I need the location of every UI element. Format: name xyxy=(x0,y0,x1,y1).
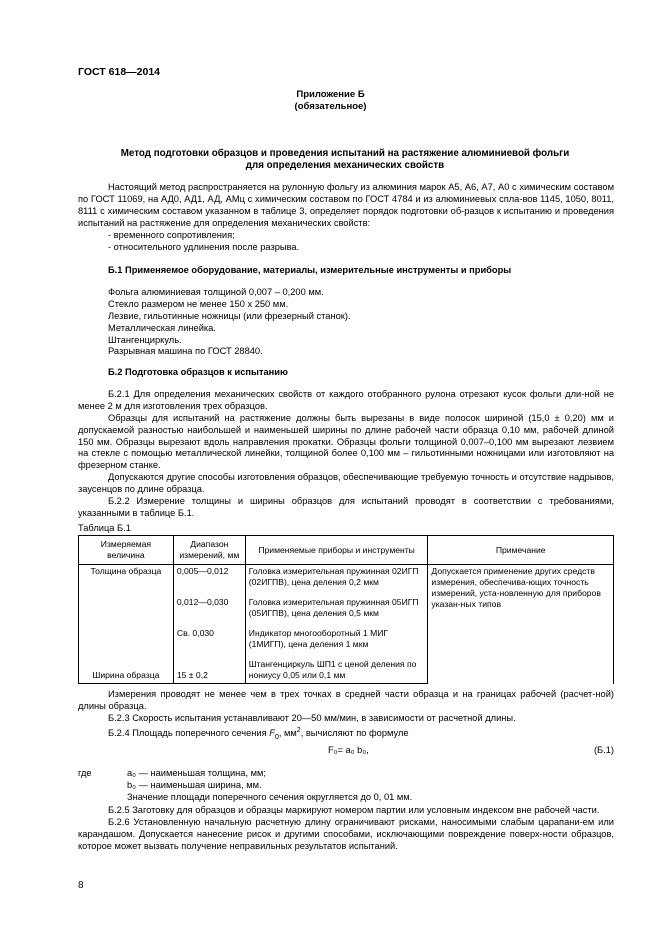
method-title-line1: Метод подготовки образцов и проведения испытаний на растяжение алюминиевой фольги xyxy=(120,148,570,159)
clause-b2-5: Б.2.5 Заготовку для образцов и образцы маркируют номером партии или условным индексом вне рабочей части. xyxy=(108,805,600,815)
clause-b2-2: Б.2.2 Измерение толщины и ширины образцов для испытаний проводят в соответствии с требованиями, указанными в таблице Б.1. xyxy=(78,496,614,518)
equipment-item: Разрывная машина по ГОСТ 28840. xyxy=(108,346,263,357)
table-cell-note: Допускается применение других средств измерения, обеспечива-ющих точность измерений, уста-новленную для приборов указан-ных типов xyxy=(428,565,614,684)
table-cell-quantity xyxy=(79,589,174,620)
area-formula: F₀= a₀ b₀, xyxy=(328,745,369,755)
method-title-line2: для определения механических свойств xyxy=(245,160,445,171)
area-unit: , мм xyxy=(278,727,297,738)
area-unit-exponent: 2 xyxy=(296,726,301,734)
clause-b2-1-specimens: Образцы для испытаний на растяжение должны быть вырезаны в виде полосок шириной (15,0 ± 0,20) мм и допускаемой разностью наибольшей и наименьшей ширины по длине рабочей части образца 0,10 мм, рабочей длиной 150 мм. Образцы вырезают вдоль направления прокатки. Образцы фольги толщиной 0,007–0,100 мм вырезают лезвием на стекле с помощью металлической линейки, толщиной более 0,100 мм – гильотинными ножницами или изготовляют на фрезерном станке. xyxy=(78,412,614,471)
clause-b2-1: Б.2.1 Для определения механических свойств от каждого отобранного рулона отрезают кусок фольги дли-ной не менее 2 м для изготовления трех образцов. xyxy=(78,388,614,411)
intro-item-1: - временного сопротивления; xyxy=(108,229,235,240)
table-cell-range: 15 ± 0,2 xyxy=(173,651,245,684)
table-cell-instrument: Индикатор многооборотный 1 МИГ (1МИГП), цена деления 1 мкм xyxy=(245,620,428,651)
table-b1 xyxy=(78,535,614,684)
formula-legend xyxy=(78,768,614,804)
intro-paragraph: Настоящий метод распространяется на рулонную фольгу из алюминия марок А5, А6, А7, А0 с химическим составом по ГОСТ 11069, на АД0, АД1, АД, АМц с химическим составом по ГОСТ 4784 и из алюминиевых спла-вов 1145, 1050, 8011, 8111 с химическим составом указанном в таблице 3, определяет порядок подготовки об-разцов к испытанию и проведения испытаний на растяжение для определения механических свойств: xyxy=(78,182,614,228)
table-header-cell: Примечание xyxy=(428,536,614,565)
clause-b2-4 xyxy=(78,725,614,744)
equipment-item: Стекло размером не менее 150 х 250 мм. xyxy=(108,298,289,309)
table-cell-range: Св. 0,030 xyxy=(173,620,245,651)
area-variable-subscript: 0 xyxy=(274,733,279,741)
table-cell-quantity: Толщина образца xyxy=(79,565,174,590)
clause-b2-4-prefix: Б.2.4 Площадь поперечного сечения xyxy=(108,727,270,738)
table-header-cell: Диапазон измерений, мм xyxy=(173,536,245,565)
equipment-item: Лезвие, гильотинные ножницы (или фрезерный станок). xyxy=(108,310,351,321)
legend-label: где xyxy=(78,768,92,778)
final-block xyxy=(78,805,614,853)
appendix-title: Приложение Б xyxy=(296,89,365,100)
table-header-row xyxy=(79,536,614,565)
page-number: 8 xyxy=(78,880,84,891)
equipment-item: Фольга алюминиевая толщиной 0,007 – 0,200 мм. xyxy=(108,286,324,297)
clause-b2-6: Б.2.6 Установленную начальную расчетную длину ограничивают рисками, наносимыми слабым царапани-ем или карандашом. Допускается нанесение рисок и другими способами, исключающими повреждение поверх-ности образцов, которое может вызвать получение неправильных результатов испытаний. xyxy=(78,816,614,851)
after-table-block xyxy=(78,689,614,744)
equipment-item: Металлическая линейка. xyxy=(108,322,216,333)
appendix-heading xyxy=(0,89,661,113)
legend-item: Значение площади поперечного сечения округляется до 0, 01 мм. xyxy=(127,791,413,802)
section-b2 xyxy=(78,367,614,520)
table-caption: Таблица Б.1 xyxy=(78,523,131,533)
table-header-cell: Применяемые приборы и инструменты xyxy=(245,536,428,565)
intro-block xyxy=(78,182,614,253)
section-b1-title: Б.1 Применяемое оборудование, материалы, измерительные инструменты и приборы xyxy=(108,265,512,275)
table-cell-quantity: Ширина образца xyxy=(79,651,174,684)
method-title xyxy=(80,148,610,172)
formula-number: (Б.1) xyxy=(593,745,614,755)
intro-item-2: - относительного удлинения после разрыва. xyxy=(108,241,300,252)
table-cell-instrument: Головка измерительная пружинная 02ИГП (02ИГПВ), цена деления 0,2 мкм xyxy=(245,565,428,590)
appendix-status: (обязательное) xyxy=(294,101,367,112)
equipment-item: Штангенциркуль. xyxy=(108,334,182,345)
standard-header: ГОСТ 618—2014 xyxy=(78,66,161,78)
clause-b2-1-methods: Допускаются другие способы изготовления образцов, обеспечивающие требуемую точность и отсутствие надрывов, заусенцов по длине образца. xyxy=(78,472,614,495)
table-cell-instrument: Штангенциркуль ШП1 с ценой деления по нониусу 0,05 или 0,1 мм xyxy=(245,651,428,684)
clause-b2-3: Б.2.3 Скорость испытания устанавливают 20—50 мм/мин, в зависимости от расчетной длины. xyxy=(108,712,516,723)
legend-item: a₀ — наименьшая толщина, мм; xyxy=(127,768,266,778)
table-cell-quantity xyxy=(79,620,174,651)
table-cell-range: 0,005—0,012 xyxy=(173,565,245,590)
legend-item: b₀ — наименьшая ширина, мм. xyxy=(127,779,262,790)
section-b1 xyxy=(78,265,614,358)
clause-b2-4-suffix: , вычисляют по формуле xyxy=(300,727,409,738)
table-row xyxy=(79,565,614,590)
measurement-paragraph: Измерения проводят не менее чем в трех точках в средней части образца и на границах рабочей (расчет-ной) длины образца. xyxy=(78,689,614,711)
table-header-cell: Измеряемая величина xyxy=(79,536,174,565)
formula-row xyxy=(78,745,614,757)
section-b2-title: Б.2 Подготовка образцов к испытанию xyxy=(108,367,288,377)
table-cell-instrument: Головка измерительная пружинная 05ИГП (05ИГПВ), цена деления 0,5 мкм xyxy=(245,589,428,620)
area-variable: F xyxy=(269,727,275,738)
table-cell-range: 0,012—0,030 xyxy=(173,589,245,620)
